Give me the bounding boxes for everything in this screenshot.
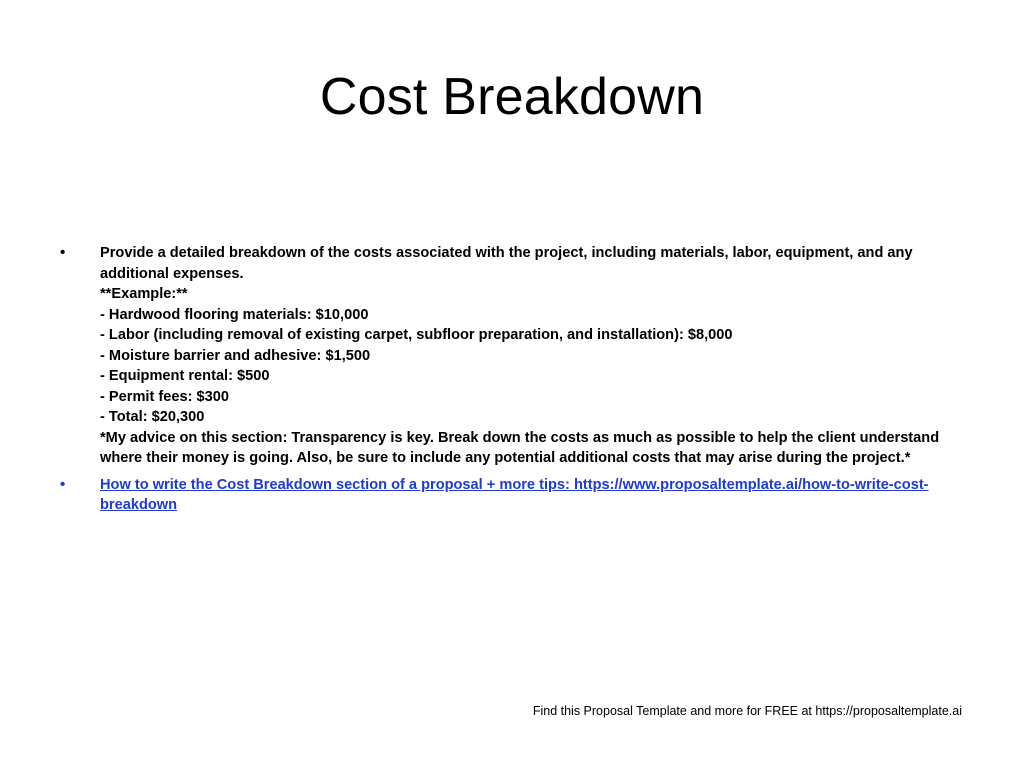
cost-breakdown-tips-link[interactable]: How to write the Cost Breakdown section of a proposal + more tips: https://www.proposaltemplate.ai/how-to-write-cost-breakdown [100, 476, 929, 513]
intro-line: Provide a detailed breakdown of the costs associated with the project, including materials, labor, equipment, and any additional expenses. [100, 245, 913, 282]
cost-item: - Hardwood flooring materials: $10,000 [100, 306, 369, 323]
bullet-link [60, 475, 960, 516]
advice-text: *My advice on this section: Transparency is key. Break down the costs as much as possible to help the client understand where their money is going. Also, be sure to include any potential additional costs that may arise during the project.* [100, 429, 940, 466]
bullet-list [60, 243, 960, 522]
bullet-marker: • [60, 475, 66, 493]
cost-item: - Moisture barrier and adhesive: $1,500 [100, 347, 371, 364]
cost-item: - Labor (including removal of existing carpet, subfloor preparation, and installation): $8,000 [100, 327, 733, 343]
cost-item: - Permit fees: $300 [100, 388, 229, 405]
footer-text: Find this Proposal Template and more for FREE at https://proposaltemplate.ai [532, 704, 962, 718]
cost-item: - Equipment rental: $500 [100, 368, 270, 384]
example-heading: **Example:** [100, 286, 188, 302]
bullet-marker: • [60, 244, 66, 261]
bullet-text [100, 243, 960, 469]
cost-total: - Total: $20,300 [100, 409, 205, 425]
slide-title: Cost Breakdown [319, 68, 705, 126]
bullet-cost-details [60, 243, 960, 469]
